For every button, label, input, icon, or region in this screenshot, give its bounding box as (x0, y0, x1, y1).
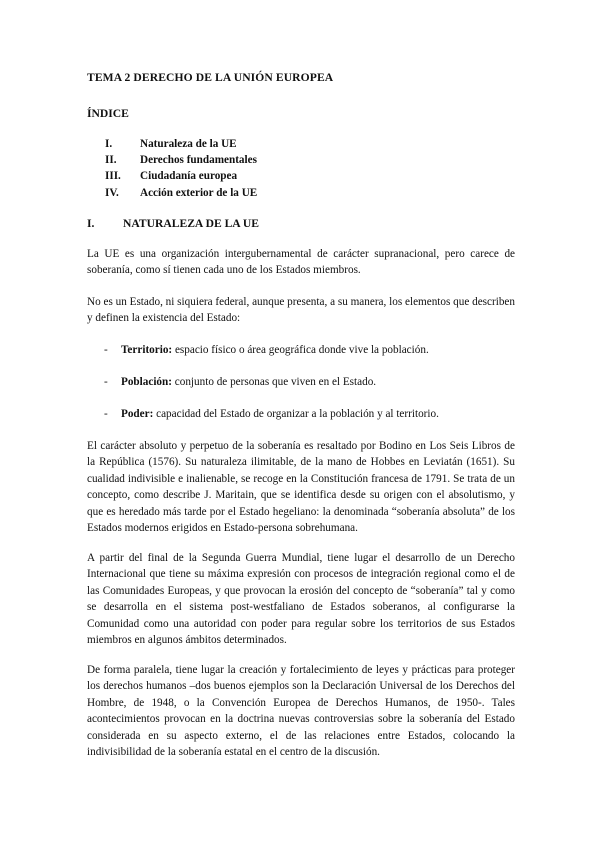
bullet-item (104, 406, 439, 422)
bullet-text: capacidad del Estado de organizar a la población y al territorio. (153, 408, 439, 420)
bullet-item (104, 342, 429, 358)
index-item-number: IV. (105, 186, 119, 199)
section-heading (87, 216, 259, 232)
index-item-number: II. (105, 154, 117, 167)
index-item-label: Naturaleza de la UE (140, 138, 237, 150)
index-item (105, 185, 257, 201)
index-list (105, 136, 257, 201)
index-item-label: Derechos fundamentales (140, 154, 257, 167)
document-title: TEMA 2 DERECHO DE LA UNIÓN EUROPEA (87, 71, 334, 84)
bullet-term: Territorio: (121, 344, 173, 356)
index-item-label: Acción exterior de la UE (140, 186, 258, 199)
bullet-dash: - (104, 344, 108, 356)
index-item-number: III. (105, 170, 121, 183)
paragraph: El carácter absoluto y perpetuo de la soberanía es resaltado por Bodino en Los Seis Libros de la República (1576). Su naturaleza ilimitable, de la mano de Hobbes en Leviatán (1651). Su cualidad indivisible e inalienable, se recoge en la Constitución francesa de 1791. Se trata de un concepto, como describe J. Maritain, que se identifica desde su origen con el absolutismo, y que es heredado más tarde por el Estado hegeliano: la denominada “soberanía absoluta” de los Estados modernos erigidos en Estado-persona sobrehumana. (87, 440, 515, 535)
bullet-text: conjunto de personas que viven en el Estado. (171, 376, 377, 388)
paragraph: La UE es una organización intergubernamental de carácter supranacional, pero carece de soberanía, como sí tienen cada uno de los Estados miembros. (87, 248, 515, 277)
paragraph: No es un Estado, ni siquiera federal, aunque presenta, a su manera, los elementos que describen y definen la existencia del Estado: (87, 296, 515, 325)
index-heading: ÍNDICE (87, 107, 129, 120)
bullet-item (104, 374, 376, 390)
paragraph: A partir del final de la Segunda Guerra Mundial, tiene lugar el desarrollo de un Derecho Internacional que tiene su máxima expresión con procesos de integración regional como el de las Comunidades Europeas, y que provocan la erosión del concepto de “soberanía” tal y como se desarrolla en el sistema post-westfaliano de Estados soberanos, al configurarse la Comunidad como una autoridad con poder para regular sobre los territorios de sus Estados miembros en algunos ámbitos determinados. (87, 552, 515, 647)
section-number: I. (87, 217, 95, 230)
paragraph: De forma paralela, tiene lugar la creación y fortalecimiento de leyes y prácticas para proteger los derechos humanos –dos buenos ejemplos son la Declaración Universal de los Derechos del Hombre, de 1948, o la Convención Europea de Derechos Humanos, de 1950-. Tales acontecimientos provocan en la doctrina nuevas controversias sobre la soberanía del Estado considerada en su aspecto externo, el de las relaciones entre Estados, colocando la indivisibilidad de la soberanía estatal en el centro de la discusión. (87, 664, 515, 759)
index-item-number: I. (105, 138, 113, 150)
bullet-term: Poder: (121, 408, 154, 420)
bullet-dash: - (104, 408, 108, 420)
index-item (105, 168, 257, 184)
index-item (105, 136, 257, 152)
section-title: NATURALEZA DE LA UE (123, 217, 260, 230)
bullet-dash: - (104, 376, 108, 388)
bullet-term: Población: (121, 376, 172, 388)
bullet-text: espacio físico o área geográfica donde vive la población. (172, 344, 429, 356)
index-item-label: Ciudadanía europea (140, 170, 238, 183)
index-item (105, 152, 257, 168)
